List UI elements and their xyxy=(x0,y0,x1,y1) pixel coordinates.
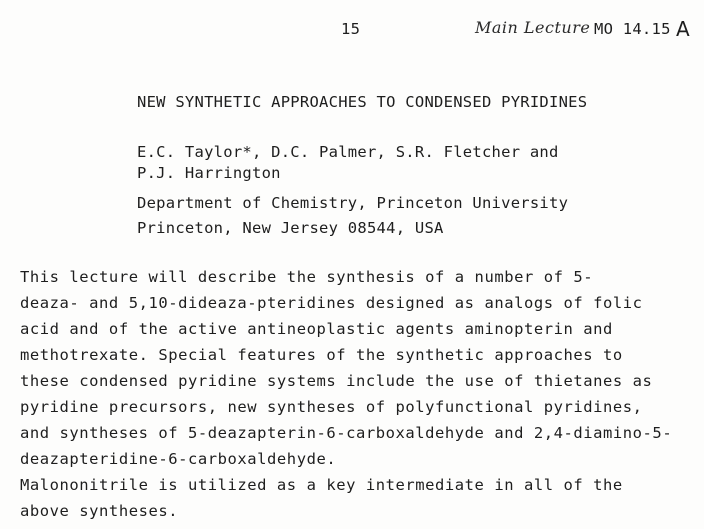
abstract-line: pyridine precursors, new syntheses of polyfunctional pyridines, xyxy=(20,398,643,416)
abstract-line: This lecture will describe the synthesis of a number of 5- xyxy=(20,268,594,286)
main-lecture-annotation: Main Lecture xyxy=(475,18,591,37)
session-letter: A xyxy=(676,17,690,41)
abstract-line: methotrexate. Special features of the synthetic approaches to xyxy=(20,346,623,364)
authors-line: P.J. Harrington xyxy=(137,164,281,182)
abstract-line: these condensed pyridine systems include the use of thietanes as xyxy=(20,372,653,390)
page-number: 15 xyxy=(341,20,361,38)
session-code: MO 14.15 xyxy=(594,20,671,38)
abstract-line: acid and of the active antineoplastic agents aminopterin and xyxy=(20,320,613,338)
affiliation-line: Department of Chemistry, Princeton University xyxy=(137,194,569,212)
abstract-line: deaza- and 5,10-dideaza-pteridines designed as analogs of folic xyxy=(20,294,643,312)
paper-title: NEW SYNTHETIC APPROACHES TO CONDENSED PYRIDINES xyxy=(137,93,588,111)
authors-line: E.C. Taylor*, D.C. Palmer, S.R. Fletcher and xyxy=(137,143,559,161)
abstract-line: above syntheses. xyxy=(20,502,179,520)
abstract-line: and syntheses of 5-deazapterin-6-carboxaldehyde and 2,4-diamino-5- xyxy=(20,424,673,442)
abstract-line: deazapteridine-6-carboxaldehyde. xyxy=(20,450,337,468)
affiliation-line: Princeton, New Jersey 08544, USA xyxy=(137,219,444,237)
abstract-line: Malononitrile is utilized as a key intermediate in all of the xyxy=(20,476,623,494)
